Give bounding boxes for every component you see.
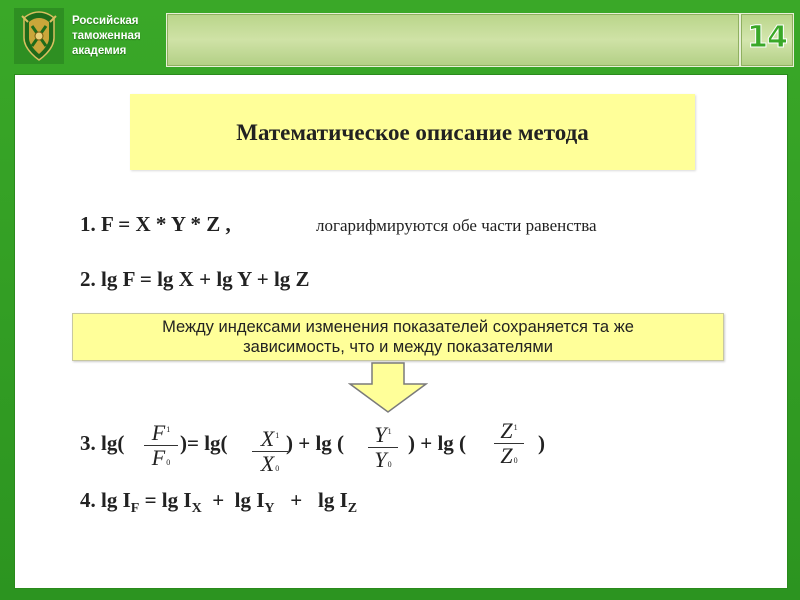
formula-4-sub-x: X: [191, 501, 202, 516]
formula-2: 2. lg F = lg X + lg Y + lg Z: [80, 267, 310, 291]
formula-4-part-4: + lg I: [274, 488, 348, 512]
x-numerator-sub: 1: [275, 430, 280, 440]
emblem-icon: [14, 8, 64, 64]
academy-line-2: таможенная: [72, 30, 141, 42]
x-numerator: X: [260, 426, 275, 451]
fraction-y: [368, 422, 398, 474]
info-line-2: зависимость, что и между показателями: [243, 338, 553, 356]
heading-box: [130, 94, 695, 170]
fraction-z: [494, 418, 524, 470]
fraction-f: [144, 420, 178, 472]
academy-name: [72, 14, 141, 59]
x-denominator: X: [260, 451, 275, 476]
header-title-bar: [166, 13, 740, 67]
f-numerator: F: [151, 420, 166, 445]
f-denominator-sub: 0: [166, 458, 171, 467]
y-denominator-sub: 0: [387, 460, 392, 469]
formula-4-part-1: 4. lg I: [80, 488, 131, 512]
z-numerator-sub: 1: [513, 422, 518, 432]
z-numerator: Z: [500, 418, 513, 443]
slide-number: 14: [747, 20, 787, 55]
formula-1-note: логарифмируются обе части равенства: [316, 216, 597, 235]
formula-3-plus-2: ) + lg (: [408, 431, 467, 455]
fraction-x: [252, 426, 288, 478]
formula-4-sub-z: Z: [347, 501, 358, 516]
formula-4-part-2: = lg I: [139, 488, 192, 512]
f-numerator-sub: 1: [166, 424, 171, 434]
formula-3-plus-1: ) + lg (: [286, 431, 345, 455]
info-line-1: Между индексами изменения показателей сохраняется та же: [162, 318, 634, 336]
y-denominator: Y: [374, 447, 387, 472]
slide-number-badge: [740, 13, 794, 67]
formula-3-eq: )= lg(: [180, 431, 228, 455]
formula-4-part-3: + lg I: [201, 488, 265, 512]
f-denominator: F: [151, 445, 166, 470]
formula-4: [80, 488, 358, 516]
down-arrow-icon: [348, 362, 428, 414]
y-numerator: Y: [374, 422, 387, 447]
x-denominator-sub: 0: [275, 464, 280, 473]
formula-4-sub-y: Y: [264, 501, 275, 516]
academy-line-1: Российская: [72, 15, 139, 27]
slide-heading: Математическое описание метода: [236, 120, 589, 145]
formula-3-prefix: 3. lg(: [80, 431, 125, 455]
z-denominator-sub: 0: [513, 456, 518, 465]
academy-line-3: академия: [72, 45, 127, 57]
z-denominator: Z: [500, 443, 513, 468]
info-box: [72, 313, 724, 361]
formula-1: 1. F = X * Y * Z ,: [80, 212, 231, 236]
formula-3-close: ): [538, 431, 545, 455]
formula-4-sub-f: F: [130, 501, 140, 516]
info-text: [73, 317, 723, 357]
y-numerator-sub: 1: [387, 426, 392, 436]
